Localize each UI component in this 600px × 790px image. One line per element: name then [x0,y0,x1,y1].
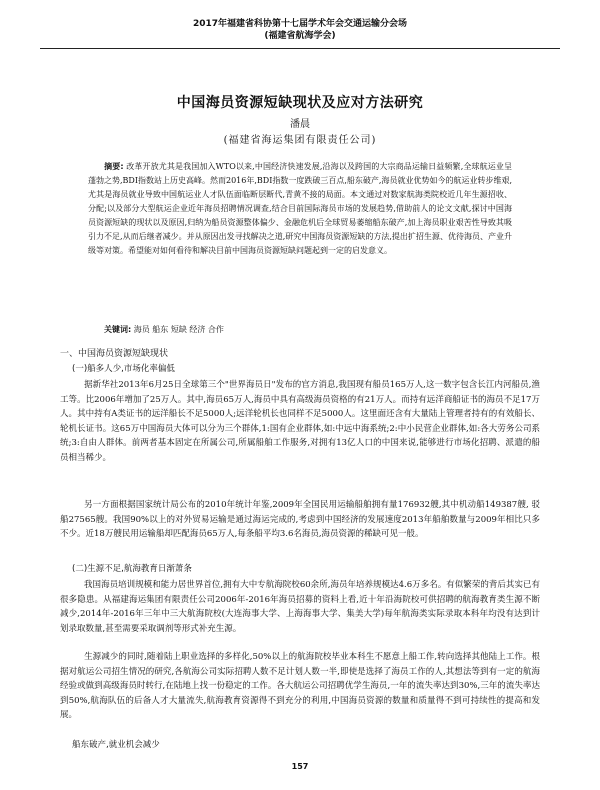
paragraph-2 [60,498,540,542]
keywords [88,323,512,337]
subsection-heading-2: (二)生源不足,航海教育日渐萧条 [72,564,192,574]
paragraph-1-text: 据新华社2013年6月25日全球第三个"世界海员日"发布的官方消息,我国现有船员165万人,这一数字包含长江内河船员,渔工等。比2006年增加了25万人。其中,海员65万人,海员中具有高级海员资格的有21万人。而持有远洋商船证书的海员不足17万人。其中持有A类证书的远洋船长不足5000人;远洋轮机长也同样不足5000人。这里面还含有大量陆上管理者持有的有效船长、轮机长证书。这65万中国海员大体可以分为三个群体,1:国有企业群体,如:中远中海系统;2:中小民营企业群体,如:各大劳务公司系统;3:自由人群体。前两者基本固定在所属公司,所属船舶工作服务,对拥有13亿人口的中国来说,能够进行市场化招聘、派遣的船员相当稀少。 [60,380,540,463]
author-affiliation: (福建省海运集团有限责任公司) [223,135,377,146]
paper-title: 中国海员资源短缺现状及应对方法研究 [176,95,424,111]
header-rule [40,48,560,49]
author-name: 潘晨 [290,119,310,130]
society-name: (福建省航海学会) [264,31,336,41]
section-heading-1: 一、中国海员资源短缺现状 [60,349,169,359]
paragraph-3 [60,578,540,636]
conference-title: 2017年福建省科协第十七届学术年会交通运输分会场 [192,19,408,29]
abstract-label: 摘要: [104,162,124,171]
abstract-text: 改革开放尤其是我国加入WTO以来,中国经济快速发展,沿海以及跨国的大宗商品运输日益频繁,全球航运业呈蓬勃之势,BDI指数站上历史高峰。然而2016年,BDI指数一度跌破三百点,船东破产,海员就业优势如今的航运业转步维艰,尤其是海员就业导致中国航运业人才队伍面临断层断代,青黄不接的局面。本文通过对数家航海类院校近几年生源招收、分配;以及部分大型航运企业近年海员招聘情况调查,结合目前国际海员市场的发展趋势,借助前人的论文文献,探讨中国海员资源短缺的现状以及原因,归纳为船员资源整体偏少、金融危机后全球贸易萎缩船东破产,加上海员职业艰苦性导致其吸引力不足,从而后继者减少。并从原因出发寻找解决之道,研究中国海员资源短缺的方法,提出扩招生源、优待海员、产业升级等对策。希望能对如何看待和解决目前中国海员资源短缺问题起到一定的启发意义。 [88,162,512,255]
paragraph-2-text: 另一方面根据国家统计局公布的2010年统计年鉴,2009年全国民用运输船舶拥有量176932艘,其中机动船149387艘, 驳船27565艘。我国90%以上的对外贸易运输是通过海运完成的,考虑到中国经济的发展速度2013年船舶数量与2009年相比只多不少。近18万艘民用运输船却匹配海员65万人,每条船平均3.6名海员,海员资源的稀缺可见一般。 [60,500,540,539]
paragraph-3-text: 我国海员培训规模和能力居世界首位,拥有大中专航海院校60余所,海员年培养规模达4.6万多名。有似繁荣的背后其实已有很多隐患。从福建海运集团有限责任公司2006年-2016年海员招募的资料上看,近十年沿海院校可供招聘的航海教育类生源不断减少,2014年-2016年三年中三大航海院校(大连海事大学、上海海事大学、集美大学)每年航海类实际录取本科年均没有达到计划录取数量,甚至需要采取调剂等形式补充生源。 [60,580,540,634]
subsection-heading-3: 船东破产,就业机会减少 [72,740,160,750]
subsection-heading-1: (一)船多人少,市场化率偏低 [72,364,175,374]
running-header [0,18,600,42]
keywords-label: 关键词: [104,325,132,334]
paragraph-4-text: 生源减少的同时,随着陆上职业选择的多样化,50%以上的航海院校毕业本科生不愿意上船工作,转向选择其他陆上工作。根据对航运公司招生情况的研究,各航海公司实际招聘人数不足计划人数一半,即使是选择了海员工作的人,其想法等到有一定的航海经验或做到高级海员时转行,在陆地上找一份稳定的工作。各大航运公司招聘优学生海员,一年的流失率达到30%,三年的流失率达到50%,航海队伍的后备人才大量流失,航海教育资源得不到充分的利用,中国海员资源的数量和质量得不到可持续性的提高和发展。 [60,652,540,720]
keywords-text: 海员 船东 短缺 经济 合作 [133,325,224,334]
paragraph-4 [60,650,540,723]
abstract [88,160,512,258]
page-number: 157 [291,762,309,771]
paragraph-1 [60,378,540,465]
